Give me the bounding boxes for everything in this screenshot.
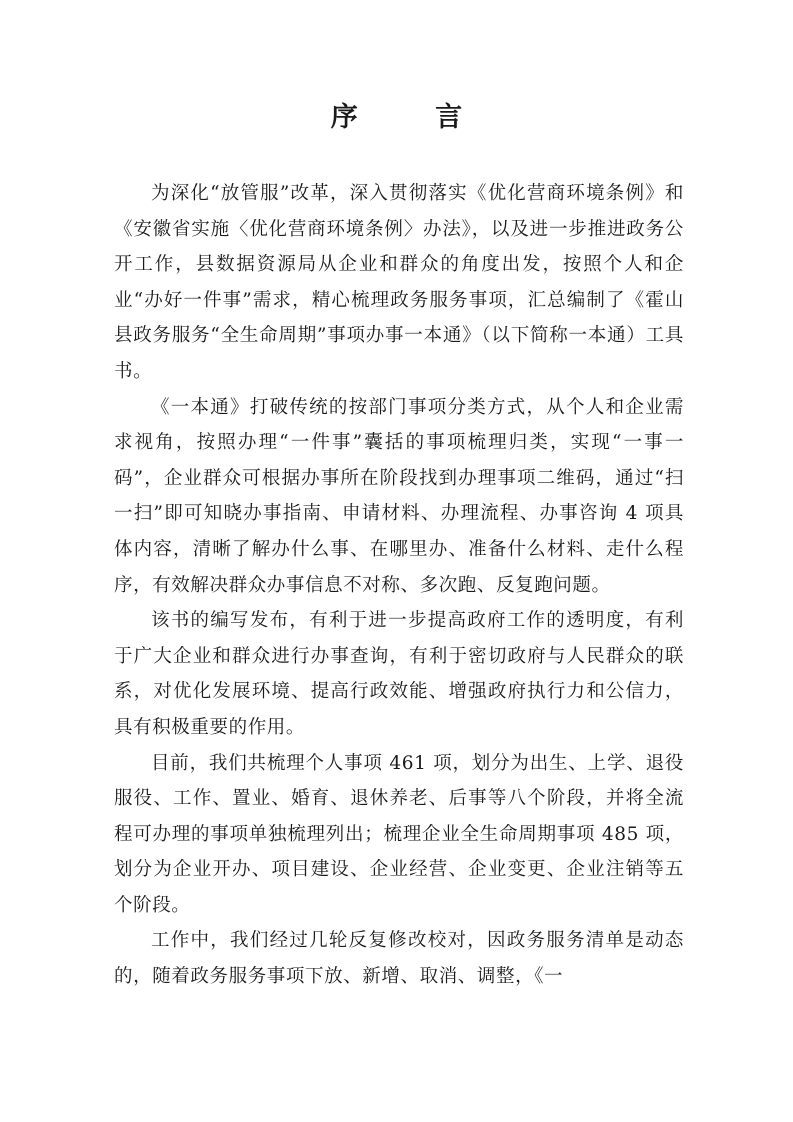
paragraph: 《一本通》打破传统的按部门事项分类方式，从个人和企业需求视角，按照办理“一件事”囊括的事项梳理归类，实现“一事一码”，企业群众可根据办事所在阶段找到办理事项二维码，通过“扫一扫”即可知晓办事指南、申请材料、办理流程、办事咨询 4 项具体内容，清晰了解办什么事、在哪里办、准备什么材料、走什么程序，有效解决群众办事信息不对称、多次跑、反复跑问题。 [114, 396, 684, 596]
preface-body [114, 176, 684, 995]
page-title: 序 言 [330, 102, 497, 133]
paragraph: 为深化“放管服”改革，深入贯彻落实《优化营商环境条例》和《安徽省实施〈优化营商环境条例〉办法》，以及进一步推进政务公开工作，县数据资源局从企业和群众的角度出发，按照个人和企业“办好一件事”需求，精心梳理政务服务事项，汇总编制了《霍山县政务服务“全生命周期”事项办事一本通》（以下简称一本通）工具书。 [114, 183, 684, 382]
paragraph: 工作中，我们经过几轮反复修改校对，因政务服务清单是动态的，随着政务服务事项下放、新增、取消、调整，《一 [114, 930, 684, 988]
paragraph: 目前，我们共梳理个人事项 461 项，划分为出生、上学、退役服役、工作、置业、婚育、退休养老、后事等八个阶段，并将全流程可办理的事项单独梳理列出；梳理企业全生命周期事项 485 项，划分为企业开办、项目建设、企业经营、企业变更、企业注销等五个阶段。 [114, 752, 684, 916]
paragraph: 该书的编写发布，有利于进一步提高政府工作的透明度，有利于广大企业和群众进行办事查询，有利于密切政府与人民群众的联系，对优化发展环境、提高行政效能、增强政府执行力和公信力，具有积极重要的作用。 [114, 610, 684, 738]
